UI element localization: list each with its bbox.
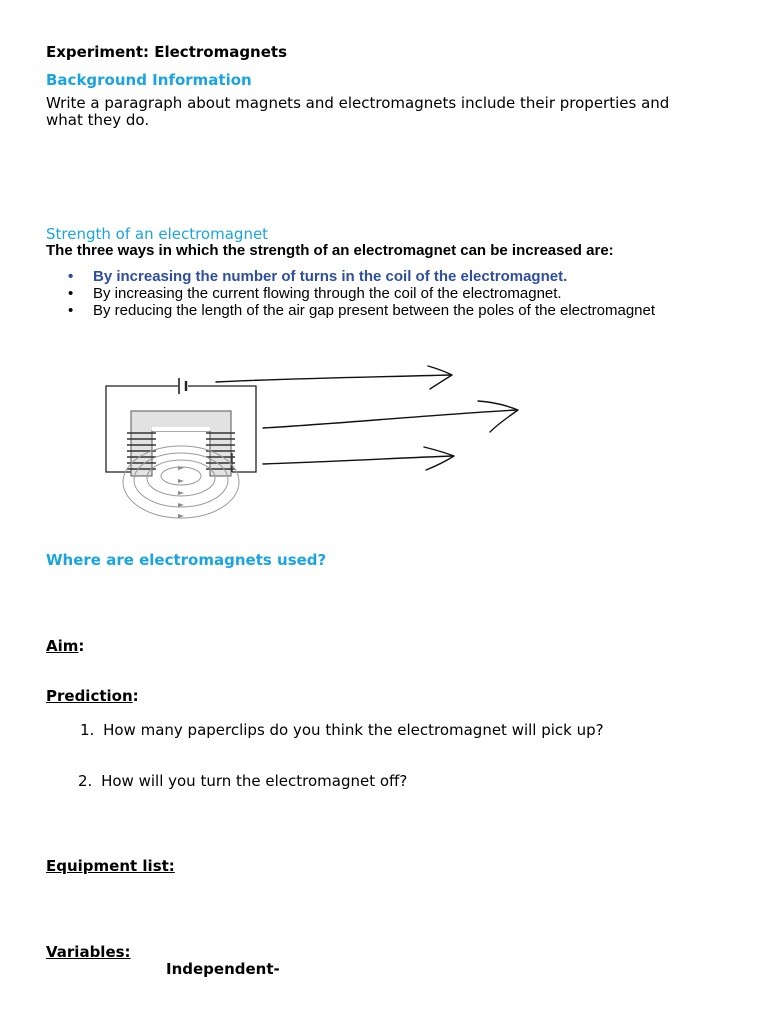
arrow-3	[263, 456, 452, 464]
aim-label: Aim:	[46, 637, 85, 655]
prediction-label: Prediction:	[46, 687, 139, 705]
arrow-2	[263, 410, 516, 428]
question-number: 1.	[80, 721, 95, 739]
hand-drawn-arrows	[216, 366, 518, 470]
bullet-text: By increasing the number of turns in the coil of the electromagnet.	[93, 268, 568, 285]
bullet-icon: •	[68, 268, 74, 285]
background-heading: Background Information	[46, 71, 252, 89]
variables-label: Variables:	[46, 943, 131, 961]
strength-heading: Strength of an electromagnet	[46, 225, 269, 243]
field-arrow-icons	[178, 466, 184, 518]
background-prompt-line2: what they do.	[46, 111, 150, 129]
uses-heading: Where are electromagnets used?	[46, 551, 327, 569]
arrow-3-head	[424, 447, 454, 470]
battery-icon	[179, 378, 186, 394]
equipment-label: Equipment list:	[46, 857, 175, 875]
arrow-1-head	[428, 366, 452, 389]
bullet-icon: •	[68, 285, 74, 302]
question-text: How many paperclips do you think the electromagnet will pick up?	[103, 721, 604, 739]
iron-core	[131, 411, 231, 476]
list-item	[46, 268, 655, 285]
question-1	[80, 721, 604, 739]
background-prompt-line1: Write a paragraph about magnets and electromagnets include their properties and	[46, 94, 670, 112]
bullet-text: By increasing the current flowing through the coil of the electromagnet.	[93, 285, 562, 302]
independent-label: Independent-	[166, 960, 280, 978]
bullet-icon: •	[68, 302, 74, 319]
bullet-text: By reducing the length of the air gap present between the poles of the electromagnet	[93, 302, 656, 319]
arrow-2-head	[478, 401, 518, 432]
list-item	[46, 302, 655, 319]
question-2	[78, 772, 407, 790]
strength-intro: The three ways in which the strength of an electromagnet can be increased are:	[46, 242, 614, 259]
list-item	[46, 285, 655, 302]
electromagnet-diagram	[98, 358, 528, 538]
document-title: Experiment: Electromagnets	[46, 43, 288, 61]
question-text: How will you turn the electromagnet off?	[101, 772, 408, 790]
arrow-1	[216, 375, 450, 382]
strength-bullet-list	[46, 268, 655, 319]
question-number: 2.	[78, 772, 93, 790]
